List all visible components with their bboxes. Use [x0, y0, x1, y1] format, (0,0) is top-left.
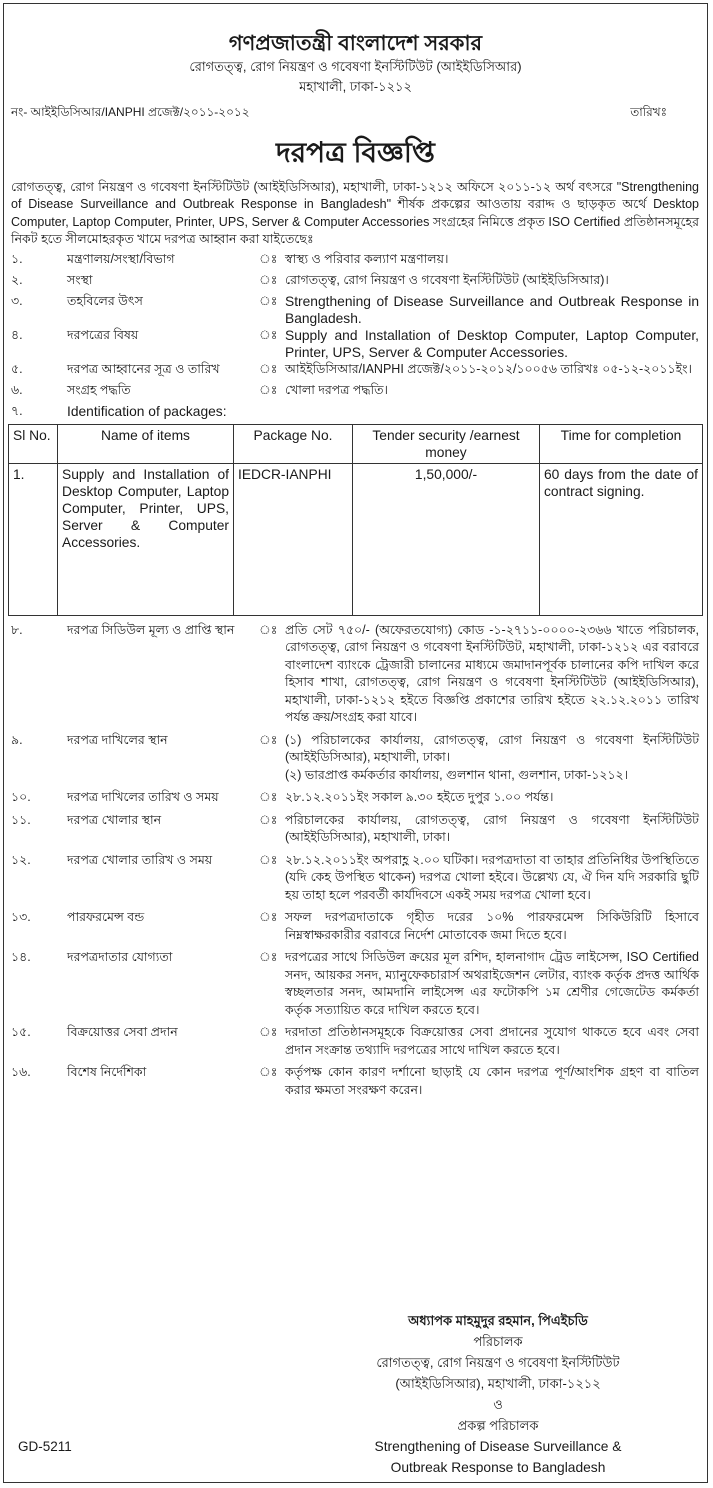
item-value: প্রতি সেট ৭৫০/- (অফেরতযোগ্য) কোড -১-২৭১১-০০০০-২৩৬৬ খাতে পরিচালক, রোগতত্ত্ব, রোগ নিয়ন্ত্রণ ও গবেষণা ইনস্টিটিউট, মহাখালী, ঢাকা-১২১২ এর বরাবরে বাংলাদেশ ব্যাংকে ট্রেজারী চালানের মাধ্যমে জমাদানপূর্বক চালানের কপি দাখিল করে হিসাব শাখা, রোগতত্ত্ব, রোগ নিয়ন্ত্রণ ও গবেষণা ইনস্টিটিউট (আইইডিসিআর), মহাখালী, ঢাকা-১২১২ হইতে বিজ্ঞপ্তি প্রকাশের তারিখ হইতে ২২.১২.২০১১ তারিখ পর্যন্ত ক্রয়/সংগ্রহ করা যাবে। [285, 622, 699, 725]
reference-row [4, 103, 707, 121]
info-list-bottom [4, 622, 707, 1100]
item-label: তহবিলের উৎস [67, 293, 143, 308]
item-label: দরপত্রের বিষয় [67, 327, 139, 342]
item-label: দরপত্র দাখিলের তারিখ ও সময় [67, 790, 219, 805]
cell-sl: 1. [9, 463, 58, 615]
item-number: ১৩. [11, 910, 31, 925]
cell-package: IEDCR-IANPHI [234, 463, 353, 615]
item-value: স্বাস্থ্য ও পরিবার কল্যাণ মন্ত্রণালয়। [285, 251, 449, 266]
reference-number: নং- আইইডিসিআর/IANPHI প্রজেক্ট/২০১১-২০১২ [11, 105, 250, 119]
list-item [4, 732, 707, 785]
item-number: ১৬. [11, 1065, 31, 1080]
item-number: ৮. [11, 622, 23, 637]
institute-name: রোগতত্ত্ব, রোগ নিয়ন্ত্রণ ও গবেষণা ইনস্টিটিউট (আইইডিসিআর) [189, 59, 522, 74]
project-name-line1: Strengthening of Disease Surveillance & [374, 1439, 622, 1454]
info-list-top [4, 251, 707, 424]
col-header-sl: Sl No. [9, 424, 58, 463]
item-label: বিক্রয়োত্তর সেবা প্রদান [67, 1025, 178, 1040]
item-value: আইইডিসিআর/IANPHI প্রজেক্ট/২০১১-২০১২/১০০৫৬ তারিখঃ ০৫-১২-২০১১ইং। [285, 361, 692, 376]
item-value: কর্তৃপক্ষ কোন কারণ দর্শানো ছাড়াই যে কোন দরপত্র পূর্ণ/আংশিক গ্রহণ বা বাতিল করার ক্ষমতা সংরক্ষণ করেন। [285, 1065, 699, 1097]
item-number: ২. [11, 272, 23, 287]
item-value-second: (২) ভারপ্রাপ্ত কর্মকর্তার কার্যালয়, গুলশান থানা, গুলশান, ঢাকা-১২১২। [285, 767, 629, 782]
item-colon: ঃ [259, 950, 278, 965]
col-header-time: Time for completion [540, 424, 703, 463]
list-item [4, 949, 707, 1019]
item-colon: ঃ [259, 852, 278, 867]
col-header-package: Package No. [234, 424, 353, 463]
government-title: গণপ্রজাতন্ত্রী বাংলাদেশ সরকার [228, 32, 483, 55]
item-label: পারফরমেন্স বন্ড [67, 910, 145, 925]
item-colon: ঃ [259, 293, 278, 308]
list-item [4, 1064, 707, 1099]
list-item-packages [4, 403, 707, 424]
institute-address: মহাখালী, ঢাকা-১২১২ [299, 79, 412, 94]
list-item [4, 812, 707, 847]
signatory-org-line1: রোগতত্ত্ব, রোগ নিয়ন্ত্রণ ও গবেষণা ইনস্টিটিউট [376, 1355, 620, 1370]
item-colon: ঃ [259, 272, 278, 287]
list-item [4, 293, 707, 327]
item-colon: ঃ [259, 1025, 278, 1040]
signatory-org-line2: (আইইডিসিআর), মহাখালী, ঢাকা-১২১২ [395, 1376, 601, 1391]
item-number: ১৪. [11, 950, 31, 965]
item-colon: ঃ [259, 910, 278, 925]
intro-paragraph: রোগতত্ত্ব, রোগ নিয়ন্ত্রণ ও গবেষণা ইনস্টিটিউট (আইইডিসিআর), মহাখালী, ঢাকা-১২১২ অফিসে ২০১১-১২ অর্থ বৎসরে "Strengthening of Disease Surveillance and Outbreak Response in Bangladesh" শীর্ষক প্রকল্পের আওতায় বরাদ্দ ও ছাড়কৃত অর্থে Desktop Computer, Laptop Computer, Printer, UPS, Server & Computer Accessories সংগ্রহের নিমিত্তে প্রকৃত ISO Certified প্রতিষ্ঠানসমূহের নিকট হতে সীলমোহরকৃত খামে দরপত্র আহ্বান করা যাইতেছেঃ [11, 180, 699, 247]
col-header-items: Name of items [58, 424, 234, 463]
list-item [4, 909, 707, 944]
signatory-and: ও [493, 1397, 503, 1412]
notice-heading: দরপত্র বিজ্ঞপ্তি [276, 137, 435, 168]
list-item [4, 327, 707, 361]
item-value: রোগতত্ত্ব, রোগ নিয়ন্ত্রণ ও গবেষণা ইনস্টিটিউট (আইইডিসিআর)। [285, 272, 609, 287]
item-value: ২৮.১২.২০১১ইং অপরাহ্ণ ২.০০ ঘটিকা। দরপত্রদাতা বা তাহার প্রতিনিধির উপস্থিতিতে (যদি কেহ উপস্থিত থাকেন) দরপত্র খোলা হইবে। উল্লেখ্য যে, ঐ দিন যদি সরকারি ছুটি হয় তাহা হলে পরবর্তী কার্যদিবসে একই সময় দরপত্র খোলা হবে। [285, 852, 699, 902]
item-number: ৭. [11, 403, 23, 418]
list-item [4, 852, 707, 905]
item-colon: ঃ [259, 812, 278, 827]
item-value: দরদাতা প্রতিষ্ঠানসমূহকে বিক্রয়োত্তর সেবা প্রদানের সুযোগ থাকতে হবে এবং সেবা প্রদান সংক্রান্ত তথ্যাদি দরপত্রের সাথে দাখিল করতে হবে। [285, 1025, 699, 1057]
item-number: ৬. [11, 382, 23, 397]
item-value: দরপত্রের সাথে সিডিউল ক্রয়ের মূল রশিদ, হালনাগাদ ট্রেড লাইসেন্স, ISO Certified সনদ, আয়কর সনদ, ম্যানুফেকচারার্স অথরাইজেশন লেটার, ব্যাংক কর্তৃক প্রদত্ত আর্থিক স্বচ্ছলতার সনদ, আমদানি লাইসেন্স এর ফটোকপি ১ম শ্রেণীর গেজেটেড কর্মকর্তা কর্তৃক সত্যায়িত করে দাখিল করতে হবে। [285, 950, 699, 1017]
item-label: দরপত্র খোলার স্থান [67, 812, 162, 827]
item-number: ৪. [11, 327, 23, 342]
item-colon: ঃ [259, 251, 278, 266]
signatory-title: পরিচালক [473, 1334, 523, 1349]
signatory-name: অধ্যাপক মাহমুদুর রহমান, পিএইচডি [408, 1313, 588, 1328]
item-number: ১২. [11, 852, 31, 867]
item-value: সফল দরপত্রদাতাকে গৃহীত দরের ১০% পারফরমেন্স সিকিউরিটি হিসাবে নিম্নস্বাক্ষরকারীর বরাবরে নির্দেশ মোতাবেক জমা দিতে হবে। [285, 910, 699, 942]
list-item [4, 622, 707, 727]
item-label: সংস্থা [67, 272, 93, 287]
table-row [9, 463, 703, 615]
item-value: (১) পরিচালকের কার্যালয়, রোগতত্ত্ব, রোগ নিয়ন্ত্রণ ও গবেষণা ইনস্টিটিউট (আইইডিসিআর), মহাখালী, ঢাকা। [285, 732, 699, 765]
item-number: ১০. [11, 790, 31, 805]
signature-block [353, 1310, 643, 1478]
item-colon: ঃ [259, 622, 278, 637]
list-item [4, 789, 707, 807]
item-label: দরপত্রদাতার যোগ্যতা [67, 950, 173, 965]
cell-items: Supply and Installation of Desktop Computer, Laptop Computer, Printer, UPS, Server & Computer Accessories. [58, 463, 234, 615]
list-item [4, 272, 707, 293]
item-value: খোলা দরপত্র পদ্ধতি। [285, 382, 388, 397]
item-value: পরিচালকের কার্যালয়, রোগতত্ত্ব, রোগ নিয়ন্ত্রণ ও গবেষণা ইনস্টিটিউট (আইইডিসিআর), মহাখালী, ঢাকা। [285, 812, 699, 845]
packages-table [8, 424, 703, 616]
item-value: Supply and Installation of Desktop Computer, Laptop Computer, Printer, UPS, Server & Computer Accessories. [285, 327, 699, 360]
item-number: ১৫. [11, 1025, 31, 1040]
item-colon: ঃ [259, 361, 278, 376]
item-colon: ঃ [259, 382, 278, 397]
item-number: ৫. [11, 361, 23, 376]
list-item [4, 1024, 707, 1059]
item-colon: ঃ [259, 732, 278, 747]
item-label: দরপত্র খোলার তারিখ ও সময় [67, 852, 213, 867]
item-label: বিশেষ নির্দেশিকা [67, 1065, 147, 1080]
item-value: ২৮.১২.২০১১ইং সকাল ৯.৩০ হইতে দুপুর ১.০০ পর্যন্ত। [285, 790, 554, 805]
notice-frame [3, 3, 708, 1483]
list-item [4, 382, 707, 403]
item-number: ৩. [11, 293, 23, 308]
packages-title: Identification of packages: [67, 403, 227, 419]
project-director-title: প্রকল্প পরিচালক [457, 1418, 539, 1433]
item-number: ৯. [11, 732, 23, 747]
item-label: মন্ত্রণালয়/সংস্থা/বিভাগ [67, 251, 175, 266]
item-colon: ঃ [259, 327, 278, 342]
footer-code: GD-5211 [18, 1439, 72, 1454]
list-item [4, 251, 707, 272]
item-value: Strengthening of Disease Surveillance and Outbreak Response in Bangladesh. [285, 293, 699, 326]
project-name-line2: Outbreak Response to Bangladesh [390, 1460, 606, 1475]
item-colon: ঃ [259, 1065, 278, 1080]
cell-security: 1,50,000/- [353, 463, 540, 615]
item-number: ১১. [11, 812, 31, 827]
item-value-group [285, 732, 707, 785]
item-label: দরপত্র দাখিলের স্থান [67, 732, 168, 747]
list-item [4, 361, 707, 382]
item-number: ১. [11, 251, 23, 266]
item-label: সংগ্রহ পদ্ধতি [67, 382, 131, 397]
date-label: তারিখঃ [630, 105, 667, 119]
item-colon: ঃ [259, 790, 278, 805]
col-header-security: Tender security /earnest money [353, 424, 540, 463]
item-label: দরপত্র আহ্বানের সূত্র ও তারিখ [67, 361, 220, 376]
table-header-row [9, 424, 703, 463]
cell-time: 60 days from the date of contract signing. [540, 463, 703, 615]
item-label: দরপত্র সিডিউল মূল্য ও প্রাপ্তি স্থান [67, 622, 235, 637]
